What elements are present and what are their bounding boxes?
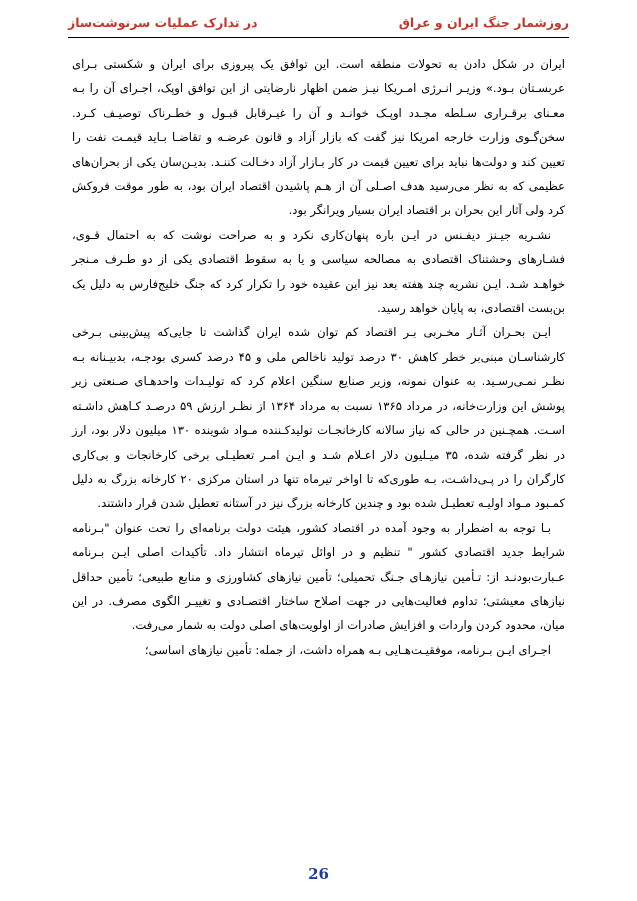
header-book-title: روزشمار جنگ ایران و عراق [398, 14, 569, 30]
running-header [68, 12, 569, 32]
header-divider [68, 37, 569, 38]
paragraph-5: اجـرای ایـن بـرنامه، موفقیـت‌هـایی بـه همراه داشت، از جمله: تأمین نیازهای اساسی؛ [144, 642, 551, 657]
paragraph-3: ایـن بحـران آثـار مخـربی بـر اقتصاد کم توان شده ایران گذاشت تا جایی‌که پیش‌بینی بـرخی کارشناسـان مبنی‌بر خطر کاهش ۳۰ درصد تولید ناخالص ملی و ۴۵ درصد کسری بودجـه، بدبیـنانه بـه نظـر نمـی‌رسـید. به عنوان نمونه، وزیر صنایع سنگین اعلام کرد که تولیـدات واحدهـای صـنعتی زیر پوشش این وزارت‌خانه، در مرداد ۱۳۶۵ نسبت به مرداد ۱۳۶۴ از نظـر ارزش ۵۹ درصـد کـاهش داشـته اسـت. همچـنین در حالی که نیاز سالانه کارخانجـات تولیدکـننده مـواد شوینده ۱۳۰ میلیون دلار بود، ارز در نظر گرفته شده، ۳۵ میـلیون دلار اعـلام شـد و ایـن امـر تعطیـلی برخی کارخانجات و بی‌کاری کارگران را در پـی‌داشـت، بـه طوری‌که تا اواخر تیرماه تنها در استان مرکزی ۲۰ کارخانه بزرگ به دلیل کمـبود مـواد اولیـه تعطیـل شده بود و چندین کارخانه بزرگ نیز در آستانه تعطیل شدن قرار داشتند. [72, 325, 565, 511]
paragraph-2: نشـریه جیـنز دیفـنس در ایـن باره پنهان‌کاری نکرد و به صراحت نوشت که به احتمال قـوی، فشـارهای وحشتناک اقتصادی به مصالحه سیاسی و یا به سقوط اقتصادی یکی از دو طـرف مـنجر خواهـد شـد. ایـن نشریه چند هفته بعد نیز این عقیده خود را تکرار کرد که جنگ خلیج‌فارس به دلیل یک بن‌بست اقتصادی، به پایان خواهد رسید. [72, 227, 565, 316]
paragraph-1: ایران در شکل دادن به تحولات منطقه است. این توافق یک پیروزی برای ایران و شکستی بـرای عربسـتان بـود.» وزیـر انـرژی امـریکا نیـز ضمن اظهار نارضایتی از این توافق اوپک، اجـرای آن را بـه معـنای برقـراری سـلطه مجـدد اوپـک خوانـد و آن را غیـرقابل قبـول و خطـرناک توصیـف کـرد. سخن‌گـوی وزارت خارجه امریکا نیز گفت که بازار آزاد و قانون عرضـه و تقاضـا بـاید قیمـت نفت را تعیین کند و دولت‌ها نباید برای تعیین قیمت در کار بـازار آزاد دخـالت کننـد. بدیـن‌سان یکی از بحران‌های عظیمی که به نظر می‌رسید هدف اصـلی آن از هـم پاشیدن اقتصاد ایران بود، به طور موقت فروکش کرد ولی آثار این بحران بر اقتصاد ایران بسیار ویرانگر بود. [72, 57, 565, 218]
paragraph-4: بـا توجه به اضطرار به وجود آمده در اقتصاد کشور، هیئت دولت برنامه‌ای را تحت عنوان "بـرنامه شرایط جدید اقتصادی کشور " تنظیم و در اوائل تیرماه انتشار داد. تأکیدات اصلی ایـن بـرنامه عـبارت‌بودنـد از: تـأمین نیازهـای جـنگ تحمیلی؛ تأمین نیازهای کشاورزی و منابع طبیعی؛ تأمین حداقل نیازهای معیشتی؛ تداوم فعالیت‌هایی در جهت اصلاح ساختار اقتصـادی و تغییـر الگوی مصرف. در این میان، محدود کردن واردات و افزایش صادرات از اولویت‌های اصلی دولت به شمار می‌رفت. [72, 520, 565, 633]
page-body [72, 52, 565, 662]
page-number: 26 [308, 865, 329, 883]
header-chapter-title: در تدارک عملیات سرنوشت‌ساز [68, 14, 258, 30]
